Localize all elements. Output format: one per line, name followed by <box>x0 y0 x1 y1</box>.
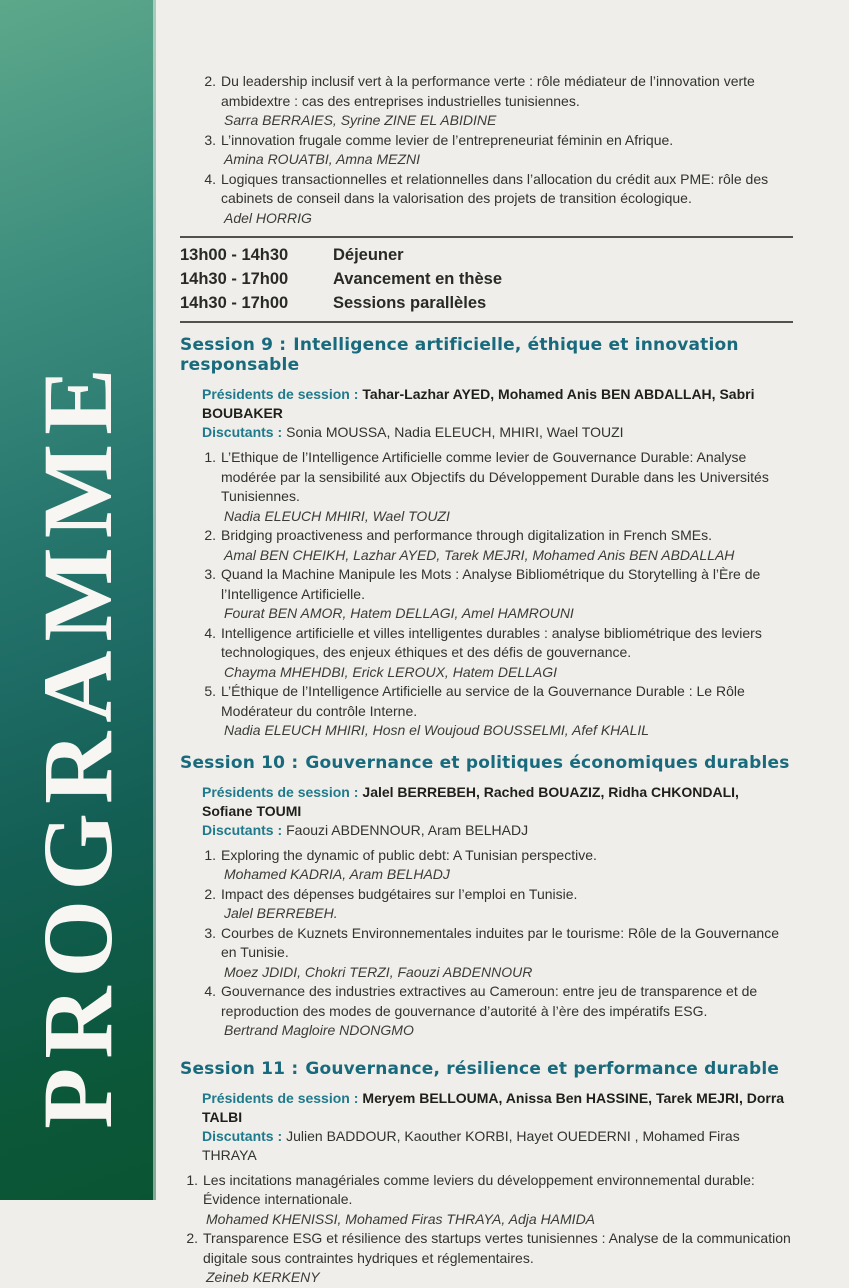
paper-authors: Mohamed KADRIA, Aram BELHADJ <box>224 866 450 882</box>
schedule-row <box>180 267 793 291</box>
session-title: Intelligence artificielle, éthique et innovation responsable <box>180 335 739 375</box>
paper-item <box>198 170 793 229</box>
session-title: Gouvernance, résilience et performance durable <box>305 1058 780 1079</box>
paper-title: L’innovation frugale comme levier de l’entrepreneuriat féminin en Afrique. <box>221 131 674 148</box>
schedule-time: 13h00 - 14h30 <box>180 246 289 264</box>
discussants-label: Discutants : <box>202 1127 283 1144</box>
paper-item <box>198 565 793 624</box>
paper-title: L’Ethique de l’Intelligence Artificielle comme levier de Gouvernance Durable: Analyse modérée par la sensibilité aux Objectifs du Développement Durable dans les Universités Tunisiennes. <box>221 449 769 504</box>
paper-authors: Jalel BERREBEH. <box>224 905 338 921</box>
paper-title: Intelligence artificielle et villes intelligentes durables : analyse bibliométrique des leviers technologiques, des enjeux éthiques et des défis de gouvernance. <box>221 624 762 660</box>
paper-authors: Nadia ELEUCH MHIRI, Wael TOUZI <box>224 507 450 524</box>
paper-item <box>198 846 793 885</box>
paper-authors: Fourat BEN AMOR, Hatem DELLAGI, Amel HAMROUNI <box>224 605 574 621</box>
paper-item <box>198 72 793 131</box>
chairs-names: Tahar-Lazhar AYED, Mohamed Anis BEN ABDALLAH, Sabri BOUBAKER <box>202 386 755 421</box>
paper-item <box>198 682 793 741</box>
paper-body <box>221 924 793 983</box>
paper-number: 1. <box>204 846 216 863</box>
paper-title: Les incitations managériales comme leviers du développement environnemental durable: Évidence internationale. <box>203 1171 755 1207</box>
paper-item <box>198 526 793 565</box>
paper-body <box>221 846 793 885</box>
schedule-row <box>180 243 793 267</box>
session-10-block <box>180 753 793 1041</box>
session-title: Gouvernance et politiques économiques durables <box>305 752 790 773</box>
program-page-content <box>156 0 849 1285</box>
session-11-block <box>180 1059 793 1288</box>
discussants-names: Faouzi ABDENNOUR, Aram BELHADJ <box>286 821 529 838</box>
paper-authors: Adel HORRIG <box>224 209 312 226</box>
session-9-heading <box>180 335 793 375</box>
paper-authors: Sarra BERRAIES, Syrine ZINE EL ABIDINE <box>224 112 497 128</box>
paper-authors: Amina ROUATBI, Amna MEZNI <box>224 151 421 167</box>
session-9-block <box>180 335 793 741</box>
paper-number: 1. <box>186 1171 198 1188</box>
schedule-row <box>180 291 793 315</box>
paper-item <box>198 885 793 924</box>
paper-title: Gouvernance des industries extractives au Cameroun: entre jeu de transparence et de reproduction des modes de gouvernance d’autorité à l’ère des impératifs ESG. <box>221 983 758 1019</box>
paper-title: Logiques transactionnelles et relationnelles dans l’allocation du crédit aux PME: rôle des cabinets de conseil dans la valorisation des projets de transition écologique. <box>221 170 769 206</box>
paper-authors: Nadia ELEUCH MHIRI, Hosn el Woujoud BOUSSELMI, Afef KHALIL <box>224 722 650 738</box>
session-discussants-line <box>202 423 793 442</box>
paper-number: 4. <box>204 983 216 999</box>
paper-title: Courbes de Kuznets Environnementales induites par le tourisme: Rôle de la Gouvernance en Tunisie. <box>221 924 779 960</box>
chairs-label: Présidents de session : <box>202 386 359 402</box>
intro-paper-list <box>180 72 793 228</box>
session-chairs-line <box>202 1089 793 1127</box>
paper-title: L’Éthique de l’Intelligence Artificielle au service de la Gouvernance Durable : Le Rôle Modérateur du contrôle Interne. <box>221 683 745 719</box>
paper-number: 2. <box>204 885 216 902</box>
discussants-names: Sonia MOUSSA, Nadia ELEUCH, MHIRI, Wael TOUZI <box>286 424 624 440</box>
chairs-label: Présidents de session : <box>202 783 359 800</box>
paper-title: Exploring the dynamic of public debt: A Tunisian perspective. <box>221 846 597 863</box>
paper-number: 3. <box>204 566 216 582</box>
paper-item <box>198 924 793 983</box>
paper-body <box>221 526 793 565</box>
paper-body <box>221 565 793 624</box>
paper-body <box>221 170 793 229</box>
chairs-names: Jalel BERREBEH, Rached BOUAZIZ, Ridha CHKONDALI, Sofiane TOUMI <box>202 783 739 819</box>
program-sidebar <box>0 0 156 1200</box>
session-11-paper-list <box>180 1171 793 1288</box>
paper-number: 4. <box>204 170 216 187</box>
discussants-names: Julien BADDOUR, Kaouther KORBI, Hayet OUEDERNI , Mohamed Firas THRAYA <box>202 1127 740 1163</box>
paper-title: Du leadership inclusif vert à la performance verte : rôle médiateur de l’innovation verte ambidextre : cas des entreprises industrielles tunisiennes. <box>221 73 755 109</box>
session-discussants-line <box>202 821 793 840</box>
paper-body <box>203 1229 793 1288</box>
discussants-label: Discutants : <box>202 821 283 838</box>
paper-title: Bridging proactiveness and performance through digitalization in French SMEs. <box>221 527 713 543</box>
session-11-heading <box>180 1059 793 1079</box>
paper-item <box>180 1229 793 1288</box>
session-number: Session 9 : <box>180 335 287 355</box>
paper-item <box>198 131 793 170</box>
chairs-label: Présidents de session : <box>202 1089 359 1106</box>
paper-body <box>221 72 793 131</box>
paper-body <box>221 131 793 170</box>
paper-authors: Chayma MHEHDBI, Erick LEROUX, Hatem DELLAGI <box>224 663 557 680</box>
paper-authors: Moez JDIDI, Chokri TERZI, Faouzi ABDENNOUR <box>224 963 533 980</box>
paper-body <box>221 682 793 741</box>
paper-body <box>221 624 793 683</box>
paper-body <box>221 982 793 1041</box>
paper-item <box>198 982 793 1041</box>
paper-number: 2. <box>186 1230 198 1246</box>
paper-body <box>221 448 793 526</box>
paper-number: 1. <box>204 449 216 465</box>
session-number: Session 11 : <box>180 1058 299 1079</box>
paper-authors: Bertrand Magloire NDONGMO <box>224 1022 414 1038</box>
session-chairs-line <box>202 385 793 423</box>
paper-title: Quand la Machine Manipule les Mots : Analyse Bibliométrique du Storytelling à l’Ère de l’Intelligence Artificielle. <box>221 566 761 602</box>
schedule-label: Sessions parallèles <box>333 294 487 312</box>
paper-number: 3. <box>204 131 216 148</box>
paper-authors: Amal BEN CHEIKH, Lazhar AYED, Tarek MEJRI, Mohamed Anis BEN ABDALLAH <box>224 546 735 563</box>
schedule-time: 14h30 - 17h00 <box>180 270 289 288</box>
chairs-names: Meryem BELLOUMA, Anissa Ben HASSINE, Tarek MEJRI, Dorra TALBI <box>202 1089 785 1125</box>
schedule-label: Avancement en thèse <box>333 270 503 288</box>
paper-body <box>221 885 793 924</box>
session-discussants-line <box>202 1127 793 1165</box>
schedule-time: 14h30 - 17h00 <box>180 294 289 312</box>
paper-title: Impact des dépenses budgétaires sur l’emploi en Tunisie. <box>221 885 578 902</box>
schedule-table <box>180 236 793 323</box>
paper-authors: Mohamed KHENISSI, Mohamed Firas THRAYA, Adja HAMIDA <box>206 1210 596 1227</box>
session-10-heading <box>180 753 793 773</box>
session-9-paper-list <box>180 448 793 741</box>
programme-vertical-title: PROGRAMME <box>22 359 133 1129</box>
schedule-label: Déjeuner <box>333 246 404 264</box>
paper-number: 2. <box>204 527 216 543</box>
paper-authors: Zeineb KERKENY <box>206 1269 320 1285</box>
paper-title: Transparence ESG et résilience des startups vertes tunisiennes : Analyse de la communication digitale sous contraintes hydriques et réglementaires. <box>203 1230 791 1266</box>
discussants-label: Discutants : <box>202 424 283 440</box>
paper-item <box>198 624 793 683</box>
paper-number: 4. <box>204 624 216 641</box>
session-chairs-line <box>202 783 793 821</box>
paper-number: 3. <box>204 924 216 941</box>
paper-number: 2. <box>204 73 216 89</box>
paper-number: 5. <box>204 683 216 699</box>
session-10-paper-list <box>180 846 793 1041</box>
session-number: Session 10 : <box>180 752 299 773</box>
paper-item <box>198 448 793 526</box>
